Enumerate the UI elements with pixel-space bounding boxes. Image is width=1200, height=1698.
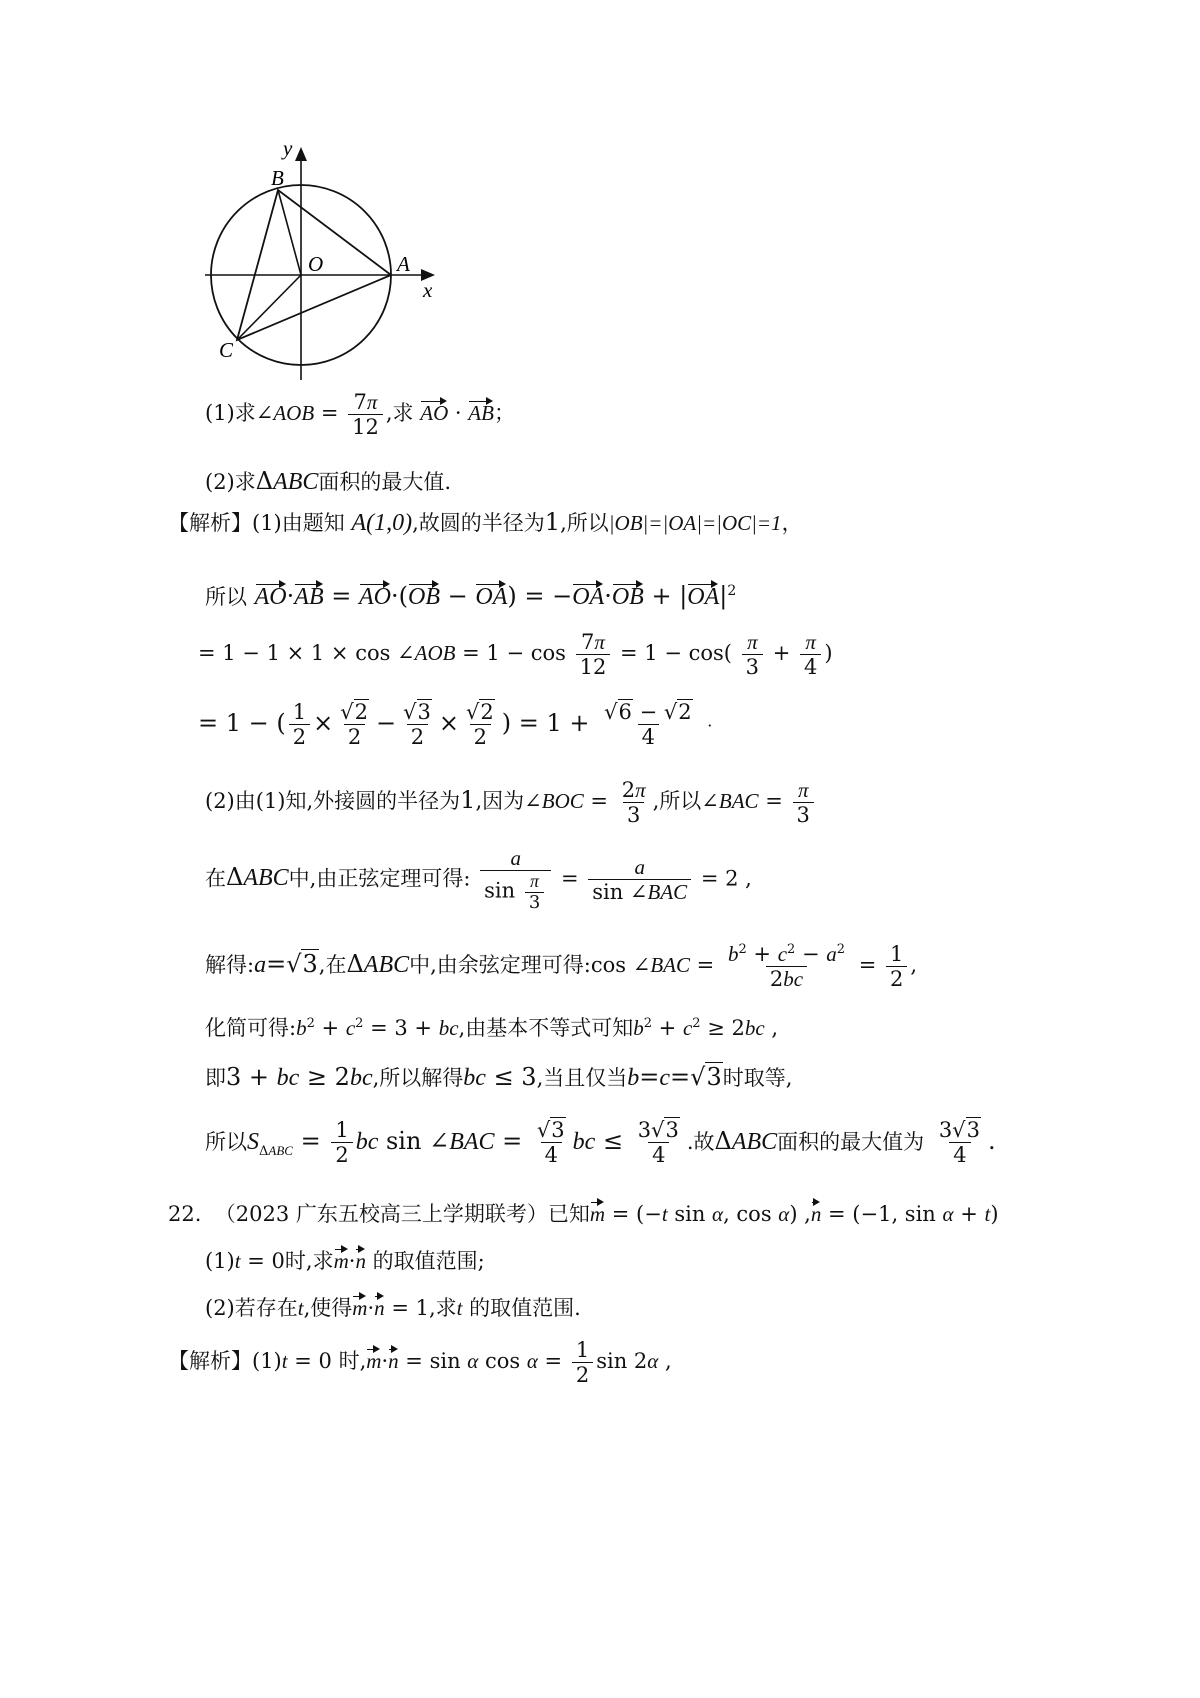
sol21-line6: 在ΔABC中,由正弦定理可得: a sin $\frac{\pi}{3}$ = $\frac{a}{\text{sin ∠BAC}}$ = 2 ,: [205, 846, 752, 913]
q22-part1: (1)t = 0时,求m·n 的取值范围;: [205, 1243, 485, 1275]
sol21-line4: = 1 − ( $\frac{1}{2}$ × $\frac{√2}{2}$ − $\frac{√3}{2}$ × $\frac{√2}{2}$ ) = 1 + $\frac{√6 - √2}{4}$ ·: [198, 700, 713, 750]
label-y: y: [283, 136, 293, 160]
sol21-line8: 化简可得$:b^2 + c^2 = 3$ + bc,由基本不等式可知$b^2 + c^2 \ge 2bc$ ,: [205, 1016, 779, 1040]
label-a: A: [397, 252, 410, 276]
circle-triangle-figure: [195, 135, 455, 395]
q21-part2: (2)求ΔABC面积的最大值.: [205, 467, 452, 495]
label-c: C: [219, 338, 234, 362]
sol21-line10: 所以$S_{\Delta ABC}$ = $\frac{1}{2}$ bc sin ∠BAC = $\frac{√3}{4}$ bc ≤ $\frac{3√3}{4}$ .故ΔABC面积的最大值为 $\frac{3√3}{4}$ .: [205, 1118, 996, 1168]
sol21-line5: (2)由(1)知,外接圆的半径为1,因为∠BOC = $\frac{2\pi}{3}$ ,所以∠BAC = $\frac{\pi}{3}$: [205, 778, 817, 827]
label-x: x: [423, 278, 433, 302]
sol21-line3: = 1 − 1 × 1 × cos ∠AOB = 1 − cos $\frac{7\pi}{12}$ = 1 − cos( $\frac{\pi}{3}$ + $\frac{\pi}{4}$ ): [198, 630, 833, 680]
sol21-line1: 【解析】(1)由题知 A(1,0),故圆的半径为1,所以|OB|=|OA|=|OC|=1，: [168, 508, 803, 536]
q22-stem: 22. （2023 广东五校高三上学期联考）已知m = (−t sin α, cos α) ,n = (−1, sin α + t): [168, 1196, 999, 1228]
label-o: O: [308, 252, 324, 276]
sol21-line9: 即3 + bc ≥ 2bc,所以解得bc ≤ 3,当且仅当b=c=√3时取等,: [205, 1063, 793, 1091]
sol21-line2: 所以 $AO\cdot AB = AO\cdot(OB - OA) = -OA\cdot OB + |OA|^2$: [205, 578, 736, 611]
q22-part2: (2)若存在t,使得m·n = 1,求t 的取值范围.: [205, 1290, 581, 1322]
segment-ob: [278, 190, 301, 275]
q21-part1: (1)求∠AOB = $\frac{7\pi}{12}$ ,求 AO · AB；: [205, 390, 515, 440]
label-b: B: [271, 166, 284, 190]
sol22-line1: 【解析】(1)t = 0 时,m·n = sin α cos α = $\frac{1}{2}$ sin 2α ,: [168, 1338, 672, 1388]
sol21-line7: 解得:a=√3,在ΔABC中,由余弦定理可得:cos ∠BAC = $\frac{b^2 + c^2 - a^2}{2bc}$ = $\frac{1}{2}$ ,: [205, 942, 918, 992]
y-axis-arrow: [295, 147, 307, 161]
